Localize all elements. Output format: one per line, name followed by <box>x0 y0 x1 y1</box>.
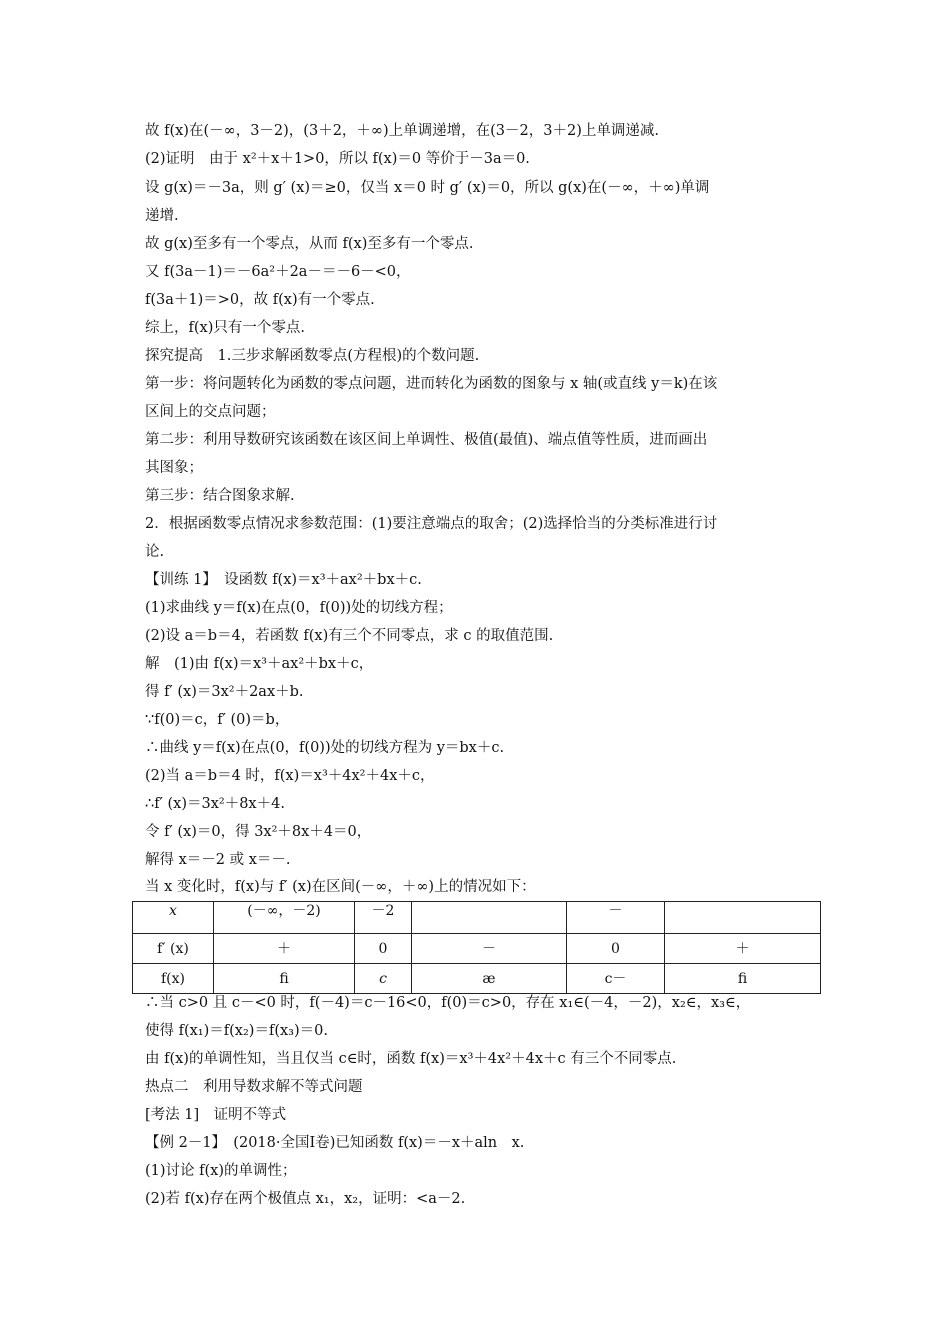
text-line: ∴f′ (x)＝3x²＋8x＋4. <box>145 796 285 812</box>
table-cell: － <box>412 934 567 964</box>
text-line: (2)设 a＝b＝4，若函数 f(x)有三个不同零点，求 c 的取值范围. <box>145 628 554 644</box>
text-line: 热点二 利用导数求解不等式问题 <box>145 1079 363 1095</box>
text-line: [考法 1] 证明不等式 <box>145 1107 287 1123</box>
text-line: 第三步：结合图象求解. <box>145 488 295 504</box>
text-line: 解 (1)由 f(x)＝x³＋ax²＋bx＋c， <box>145 656 374 672</box>
text-line: 论. <box>145 544 165 560</box>
text-line: ∵f(0)＝c，f′ (0)＝b， <box>145 712 290 728</box>
text-line: 得 f′ (x)＝3x²＋2ax＋b. <box>145 684 304 700</box>
text-line: 区间上的交点问题； <box>145 404 276 420</box>
text-line: ∴曲线 y＝f(x)在点(0，f(0))处的切线方程为 y＝bx＋c. <box>145 740 505 756</box>
table-cell: － <box>567 902 665 934</box>
text-line: (1)讨论 f(x)的单调性； <box>145 1163 297 1179</box>
text-line: (1)求曲线 y＝f(x)在点(0，f(0))处的切线方程； <box>145 600 453 616</box>
table-cell: c－ <box>567 964 665 994</box>
table-row <box>133 964 821 994</box>
text-line: 第一步：将问题转化为函数的零点问题，进而转化为函数的图象与 x 轴(或直线 y＝k)在该 <box>145 376 718 392</box>
text-line: ∴当 c>0 且 c－<0 时，f(－4)＝c－16<0，f(0)＝c>0，存在 x₁∈(－4，－2)，x₂∈，x₃∈， <box>145 995 751 1011</box>
table-cell: 0 <box>355 934 412 964</box>
table-cell <box>665 902 821 934</box>
table-cell: ﬁ <box>665 964 821 994</box>
table-cell: (－∞，－2) <box>214 902 355 934</box>
text-line: 解得 x＝－2 或 x＝－. <box>145 852 291 868</box>
text-line: 其图象； <box>145 460 203 476</box>
table-cell: ＋ <box>214 934 355 964</box>
text-line: 探究提高 1.三步求解函数零点(方程根)的个数问题. <box>145 348 480 364</box>
table-cell: x <box>133 902 214 934</box>
text-line: 又 f(3a－1)＝－6a²＋2a－＝－6－<0， <box>145 264 411 280</box>
variation-table <box>132 901 821 994</box>
text-line: 综上，f(x)只有一个零点. <box>145 320 305 336</box>
text-line: 故 g(x)至多有一个零点，从而 f(x)至多有一个零点. <box>145 236 474 252</box>
text-line: f(3a＋1)＝>0，故 f(x)有一个零点. <box>145 292 375 308</box>
table-row <box>133 902 821 934</box>
text-line: 【训练 1】 设函数 f(x)＝x³＋ax²＋bx＋c. <box>145 572 422 588</box>
text-line: 使得 f(x₁)＝f(x₂)＝f(x₃)＝0. <box>145 1023 328 1039</box>
text-line: 当 x 变化时，f(x)与 f′ (x)在区间(－∞，＋∞)上的情况如下： <box>145 879 536 895</box>
text-line: 第二步：利用导数研究该函数在该区间上单调性、极值(最值)、端点值等性质，进而画出 <box>145 432 708 448</box>
text-line: 设 g(x)＝－3a，则 g′ (x)＝≥0，仅当 x＝0 时 g′ (x)＝0，所以 g(x)在(－∞，＋∞)单调 <box>145 180 710 196</box>
text-line: 故 f(x)在(－∞，3－2)，(3＋2，＋∞)上单调递增，在(3－2，3＋2)上单调递减. <box>145 123 659 139</box>
text-line: 【例 2－1】 (2018·全国Ⅰ卷)已知函数 f(x)＝－x＋aln x. <box>145 1135 525 1151</box>
table-cell: f(x) <box>133 964 214 994</box>
text-line: 2．根据函数零点情况求参数范围：(1)要注意端点的取舍；(2)选择恰当的分类标准进行讨 <box>145 516 718 532</box>
table-cell <box>412 902 567 934</box>
table-cell: ＋ <box>665 934 821 964</box>
table-cell: c <box>355 964 412 994</box>
table-cell: 0 <box>567 934 665 964</box>
text-line: 由 f(x)的单调性知，当且仅当 c∈时，函数 f(x)＝x³＋4x²＋4x＋c 有三个不同零点. <box>145 1051 677 1067</box>
table-cell: f′ (x) <box>133 934 214 964</box>
table-row <box>133 934 821 964</box>
table-cell: ﬁ <box>214 964 355 994</box>
text-line: 令 f′ (x)＝0，得 3x²＋8x＋4＝0， <box>145 824 372 840</box>
text-line: 递增. <box>145 208 179 224</box>
text-line: (2)证明 由于 x²＋x＋1>0，所以 f(x)＝0 等价于－3a＝0. <box>145 151 530 167</box>
table-cell: －2 <box>355 902 412 934</box>
text-line: (2)若 f(x)存在两个极值点 x₁，x₂，证明：<a－2. <box>145 1191 466 1207</box>
text-line: (2)当 a＝b＝4 时，f(x)＝x³＋4x²＋4x＋c， <box>145 768 435 784</box>
table-cell: æ <box>412 964 567 994</box>
